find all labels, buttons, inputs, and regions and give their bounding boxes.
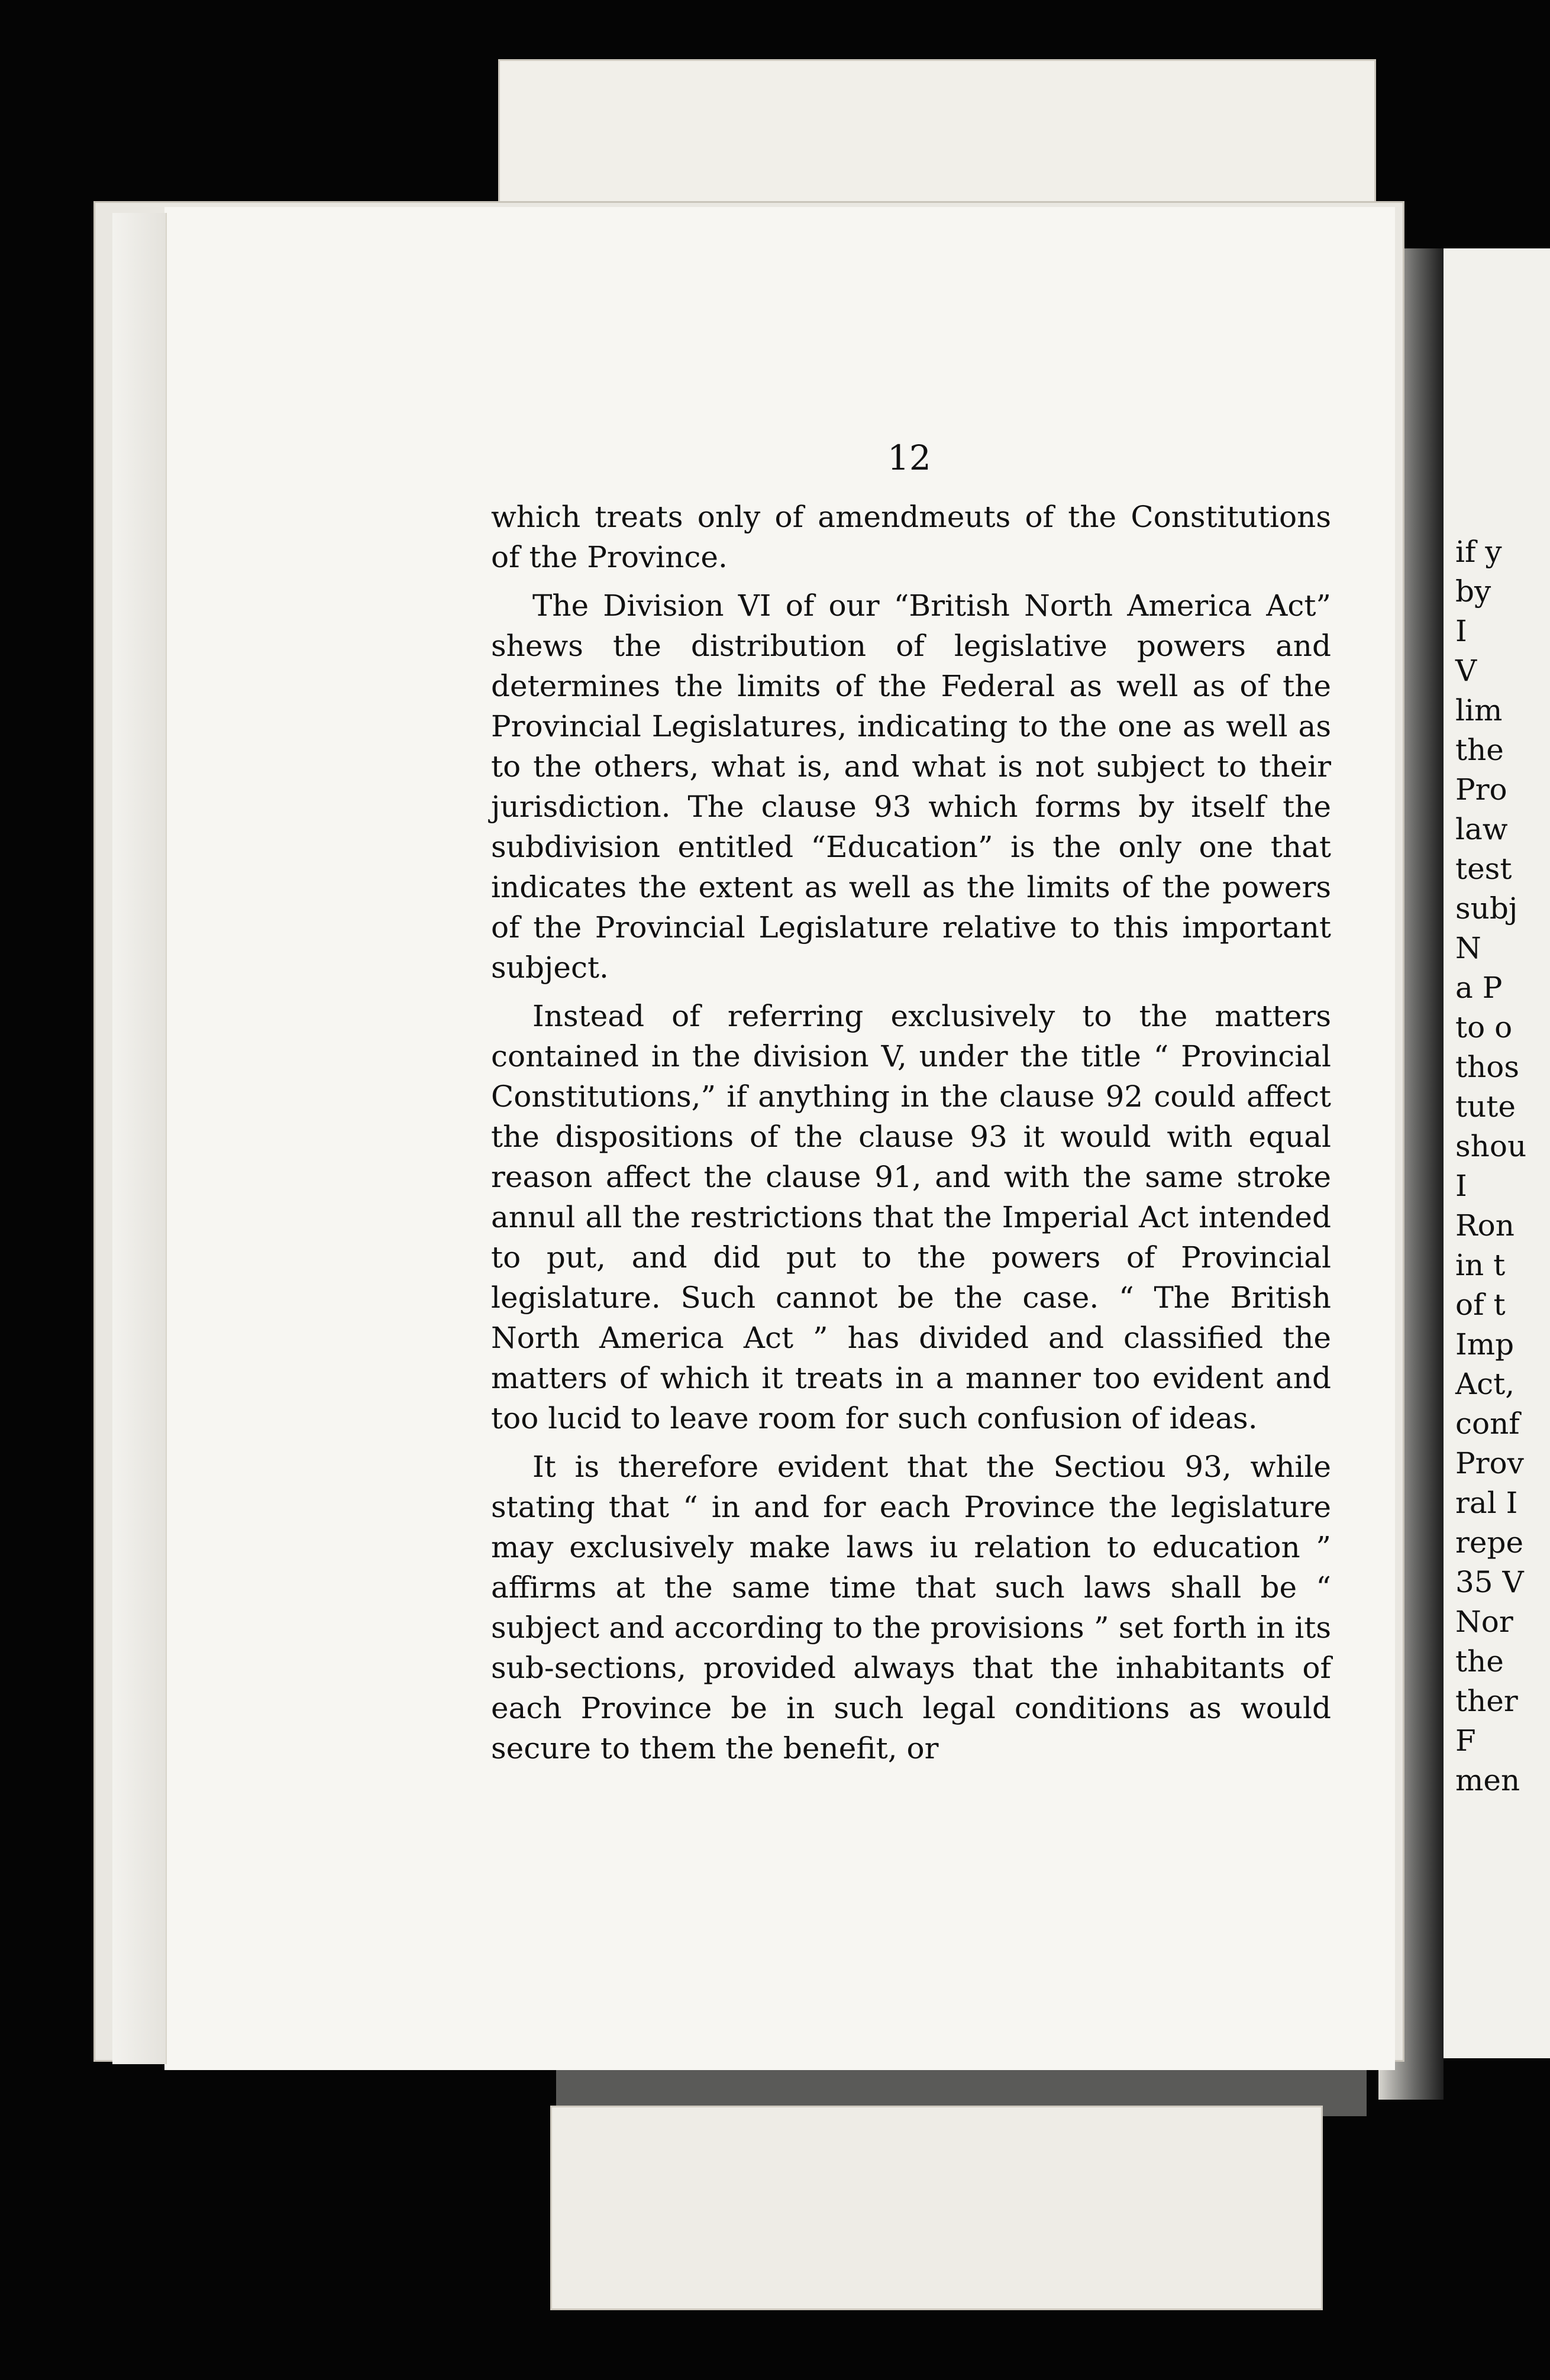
right-page-line: to o bbox=[1455, 1010, 1513, 1045]
right-page-line: N bbox=[1455, 931, 1481, 965]
right-page-line: lim bbox=[1455, 693, 1503, 727]
paragraph-2: The Division VI of our “British North America Act” shews the distribution of legislative powers and determines the limits of the Federal as well as of the Provincial Legislatures, indicating to the one as well as to the others, what is, and what is not subject to their jurisdiction. The clause 93 which forms by itself the subdivision entitled “Education” is the only one that indicates the extent as well as the limits of the powers of the Provincial Legislature relative to this important subject. bbox=[491, 588, 1331, 985]
right-page-line: ral I bbox=[1455, 1486, 1518, 1520]
right-page-line: tute bbox=[1455, 1089, 1516, 1124]
right-page-line: Imp bbox=[1455, 1327, 1515, 1362]
right-page-line: subj bbox=[1455, 891, 1518, 926]
paragraph-1: which treats only of amendmeuts of the Constitutions of the Province. bbox=[491, 500, 1331, 574]
right-page-line: ther bbox=[1455, 1684, 1518, 1718]
right-page-line: law bbox=[1455, 812, 1508, 846]
right-page-line: by bbox=[1455, 574, 1491, 609]
right-page-line: Act, bbox=[1455, 1367, 1515, 1401]
right-page-line: F bbox=[1455, 1723, 1476, 1758]
right-page-line: Nor bbox=[1455, 1605, 1513, 1639]
right-page-line: if y bbox=[1455, 535, 1502, 569]
right-page-line: the bbox=[1455, 733, 1504, 767]
right-page-line: test bbox=[1455, 852, 1512, 886]
right-page-line: 35 V bbox=[1455, 1565, 1524, 1599]
right-page-text bbox=[1455, 532, 1550, 1800]
right-page-line: men bbox=[1455, 1763, 1520, 1797]
right-page-line: I bbox=[1455, 614, 1467, 648]
right-page-line: conf bbox=[1455, 1406, 1520, 1441]
paragraph-3: Instead of referring exclusively to the matters contained in the division V, under the title “ Provincial Constitutions,” if anything in the clause 92 could affect the dispositions of the clause 93 it would with equal reason affect the clause 91, and with the same stroke annul all the restrictions that the Imperial Act intended to put, and did put to the powers of Provincial legislature. Such cannot be the case. “ The British North America Act ” has divided and classified the matters of which it treats in a manner too evident and too lucid to leave room for such confusion of ideas. bbox=[491, 999, 1331, 1435]
right-page-line: V bbox=[1455, 654, 1477, 688]
right-page-line: thos bbox=[1455, 1050, 1520, 1084]
right-page-line: repe bbox=[1455, 1525, 1524, 1560]
right-page-line: I bbox=[1455, 1169, 1467, 1203]
body-text bbox=[491, 497, 1331, 1777]
right-page-line: Ron bbox=[1455, 1208, 1515, 1243]
page-number: 12 bbox=[887, 438, 931, 478]
right-page-line: a P bbox=[1455, 971, 1503, 1005]
page-edge bbox=[112, 213, 167, 2064]
right-page-line: Pro bbox=[1455, 772, 1507, 807]
right-page-line: the bbox=[1455, 1644, 1504, 1679]
right-page-line: shou bbox=[1455, 1129, 1527, 1163]
bottom-paper-tab bbox=[550, 2106, 1323, 2310]
right-page-line: Prov bbox=[1455, 1446, 1524, 1480]
right-page-line: of t bbox=[1455, 1288, 1506, 1322]
right-page-line: in t bbox=[1455, 1248, 1506, 1282]
paragraph-4: It is therefore evident that the Sectiou 93, while stating that “ in and for each Province the legislature may exclusively make laws iu relation to education ” affirms at the same time that such laws shall be “ subject and according to the provisions ” set forth in its sub-sections, provided always that the inhabitants of each Province be in such legal conditions as would secure to them the benefit, or bbox=[491, 1450, 1331, 1765]
